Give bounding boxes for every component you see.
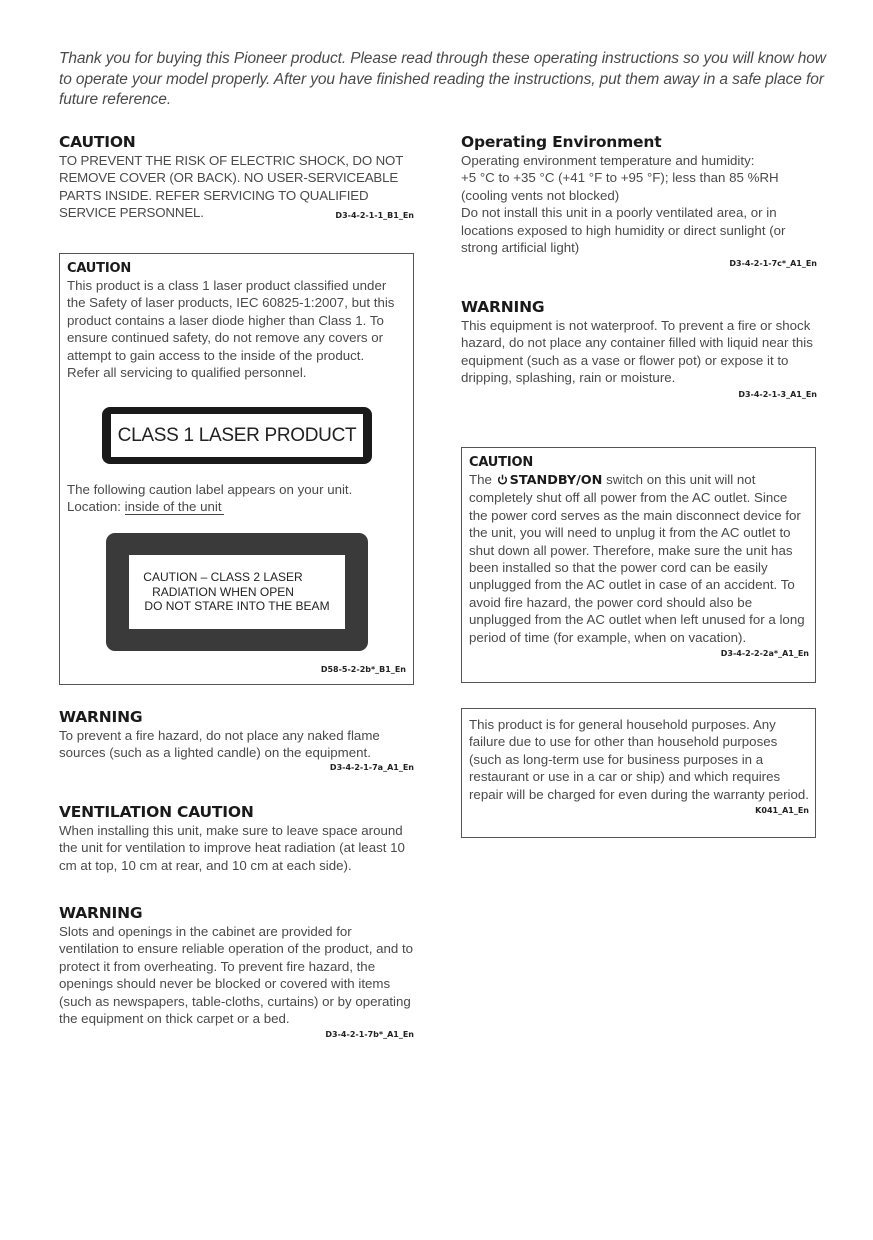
- caution-standby-box: [461, 447, 816, 683]
- doc-code: K041_A1_En: [755, 806, 809, 816]
- caution-standby-body: [469, 471, 809, 646]
- power-icon: [497, 474, 508, 485]
- standby-switch-label: STANDBY/ON: [509, 473, 603, 488]
- location-value: inside of the unit: [124, 499, 222, 515]
- section-title: CAUTION: [67, 261, 131, 276]
- section-title: VENTILATION CAUTION: [59, 803, 254, 821]
- caution-laser-box: [59, 253, 414, 685]
- section-title: Operating Environment: [461, 133, 662, 151]
- environment-line-3: Do not install this unit in a poorly ventilated area, or in locations exposed to high humidity or direct sunlight (or strong artificial light): [461, 205, 786, 256]
- section-title: WARNING: [461, 298, 545, 316]
- label-location: [67, 498, 402, 515]
- standby-body-text: switch on this unit will not completely shut off all power from the AC outlet. Since the power cord serves as the main disconnect device for the unit, you will need to unplug it from the AC outlet to shut down all power. Therefore, make sure the unit has been installed so that the power cord can be easily unplugged from the AC outlet in case of an accident. To avoid fire hazard, the power cord should also be unplugged from the AC outlet when left unused for a long period of time (for example, when on vacation).: [469, 472, 805, 645]
- doc-code: D3-4-2-1-1_B1_En: [335, 210, 414, 220]
- section-title: CAUTION: [469, 455, 533, 470]
- caution-shock-section: [59, 133, 414, 222]
- label2-line: DO NOT STARE INTO THE BEAM: [144, 599, 330, 614]
- section-title: WARNING: [59, 904, 143, 922]
- class1-laser-label: [102, 407, 372, 464]
- ventilation-section: [59, 803, 414, 874]
- doc-code: D3-4-2-1-7a_A1_En: [329, 762, 414, 772]
- operating-environment-section: [461, 133, 817, 270]
- caution-laser-body-2: Refer all servicing to qualified personnel.: [67, 365, 307, 381]
- label2-line: CAUTION – CLASS 2 LASER: [143, 570, 303, 585]
- class2-laser-label-text: [129, 555, 345, 629]
- household-body: This product is for general household purposes. Any failure due to use for other than household purposes (such as long-term use for business purposes in a restaurant or use in a car or ship) and which requires repair will be charged for even during the warranty period.: [469, 717, 809, 802]
- caution-shock-body: TO PREVENT THE RISK OF ELECTRIC SHOCK, DO NOT REMOVE COVER (OR BACK). NO USER-SERVICEABLE PARTS INSIDE. REFER SERVICING TO QUALIFIED SERVICE PERSONNEL.: [59, 153, 403, 221]
- intro-text: Thank you for buying this Pioneer product. Please read through these operating instructions so you will know how to operate your model properly. After you have finished reading the instructions, put them away in a safe place for future reference.: [59, 50, 826, 108]
- doc-code: D3-4-2-1-7b*_A1_En: [325, 1030, 414, 1040]
- warning-slots-body: Slots and openings in the cabinet are provided for ventilation to ensure reliable operation of the product, and to protect it from overheating. To prevent fire hazard, the openings should never be blocked or covered with items (such as newspapers, table-cloths, curtains) or by operating the equipment on thick carpet or a bed.: [59, 924, 414, 1027]
- class2-laser-label: [106, 533, 368, 651]
- warning-flame-body: To prevent a fire hazard, do not place any naked flame sources (such as a lighted candle) on the equipment.: [59, 728, 380, 761]
- label2-line: RADIATION WHEN OPEN: [152, 584, 294, 599]
- warning-slots-section: [59, 904, 414, 1041]
- environment-line-1: Operating environment temperature and humidity:: [461, 153, 755, 168]
- section-title: CAUTION: [59, 133, 136, 151]
- warning-flame-section: [59, 708, 414, 774]
- caution-laser-body: This product is a class 1 laser product classified under the Safety of laser products, IEC 60825-1:2007, but this product contains a laser diode higher than Class 1. To ensure continued safety, do not remove any covers or attempt to gain access to the inside of the product.: [67, 278, 395, 363]
- location-prefix: Location:: [67, 499, 125, 515]
- label-note: The following caution label appears on your unit.: [67, 482, 353, 497]
- class1-laser-label-text: CLASS 1 LASER PRODUCT: [111, 414, 363, 457]
- doc-code: D3-4-2-2-2a*_A1_En: [720, 649, 809, 659]
- section-title: WARNING: [59, 708, 143, 726]
- warning-water-section: [461, 298, 817, 401]
- warning-water-body: This equipment is not waterproof. To prevent a fire or shock hazard, do not place any container filled with liquid near this equipment (such as a vase or flower pot) or expose it to dripping, splashing, rain or moisture.: [461, 318, 813, 386]
- environment-line-2: +5 °C to +35 °C (+41 °F to +95 °F); less than 85 %RH (cooling vents not blocked): [461, 170, 779, 203]
- doc-code: D58-5-2-2b*_B1_En: [320, 665, 406, 674]
- ventilation-body: When installing this unit, make sure to leave space around the unit for ventilation to improve heat radiation (at least 10 cm at top, 10 cm at rear, and 10 cm at each side).: [59, 823, 405, 873]
- household-box: [461, 708, 816, 838]
- standby-prefix: The: [469, 472, 492, 487]
- doc-code: D3-4-2-1-3_A1_En: [738, 389, 817, 399]
- doc-code: D3-4-2-1-7c*_A1_En: [729, 259, 817, 269]
